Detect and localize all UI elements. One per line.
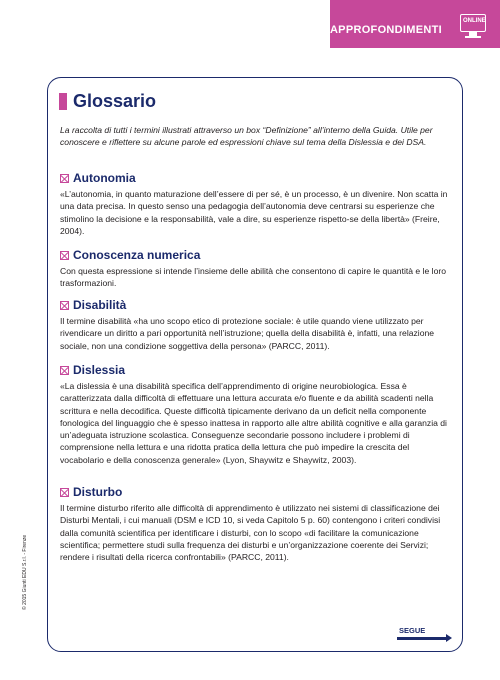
- online-badge-label: ONLINE: [463, 18, 486, 24]
- page-header: [0, 0, 500, 48]
- checkbox-icon: [60, 366, 69, 375]
- term-heading-autonomia: Autonomia: [60, 171, 136, 185]
- term-heading-conoscenza-numerica: Conoscenza numerica: [60, 248, 200, 262]
- next-page-label: SEGUE: [399, 626, 426, 635]
- term-body-disturbo: Il termine disturbo riferito alle difficoltà di apprendimento è utilizzato nei sistemi di classificazione dei Disturbi Mentali, i cui manuali (DSM e ICD 10, si veda Capitolo 5 p. 60) contengono i criteri condivisi dalla comunità scientifica per identificare i disturbi, con lo scopo «di facilitare la comunicazione scientifica; permettere studi sulla frequenza dei disturbi e un’organizzazione coerente dei Servizi; rendere i risultati della ricerca confrontabili» (PARCC, 2011).: [60, 503, 441, 563]
- checkbox-icon: [60, 174, 69, 183]
- page-title: [59, 91, 156, 112]
- term-body-autonomia: «L’autonomia, in quanto maturazione dell’essere di per sé, è un processo, è un divenire. Non scatta in una data precisa. In questo senso una pedagogia dell’autonomia deve centrarsi su esperienze che stimolino la decisione e la responsabilità, vale a dire, su esperienze rispetto-se della libertà» (Freire, 2004).: [60, 189, 448, 236]
- arrow-right-icon: [397, 637, 447, 640]
- term-heading-disturbo: Disturbo: [60, 485, 122, 499]
- page-title-text: Glossario: [73, 91, 157, 111]
- checkbox-icon: [60, 251, 69, 260]
- checkbox-icon: [60, 488, 69, 497]
- term-body-disabilita: Il termine disabilità «ha uno scopo etico di protezione sociale: è utile quando viene utilizzato per rivendicare un diritto a pari opportunità nell’istruzione; quella della disabilità è, infatti, una relazione sociale, non una condizione soggettiva della persona» (PARCC, 2011).: [60, 316, 435, 351]
- next-page-link[interactable]: [397, 626, 425, 635]
- term-heading-disabilita: Disabilità: [60, 298, 126, 312]
- term-heading-dislessia: Dislessia: [60, 363, 125, 377]
- checkbox-icon: [60, 301, 69, 310]
- copyright-note: © 2015 Giunti EDU S.r.l. - Firenze: [22, 534, 28, 610]
- header-left-panel: [0, 0, 330, 48]
- intro-paragraph: La raccolta di tutti i termini illustrati attraverso un box “Definizione” all’interno della Guida. Utile per conoscere e riflettere su alcune parole ed espressioni chiave sul tema della Dislessia e dei DSA.: [60, 125, 433, 148]
- section-label: APPROFONDIMENTI: [329, 24, 442, 36]
- term-body-conoscenza-numerica: Con questa espressione si intende l’insieme delle abilità che consentono di capire le quantità e le loro trasformazioni.: [60, 266, 447, 289]
- term-body-dislessia: «La dislessia è una disabilità specifica dell’apprendimento di origine neurobiologica. Essa è caratterizzata dalla difficoltà di effettuare una lettura accurata e/o fluente e da abilità scadenti nella scrittura e nella decodifica. Queste difficoltà tipicamente derivano da un deficit nella componente fonologica del linguaggio che è spesso inattesa in rapporto alle altre abilità cognitive e alla garanzia di un’adeguata istruzione scolastica. Conseguenze secondarie possono includere i problemi di comprensione nella lettura e una ridotta pratica della lettura che può impedire la crescita del vocabolario e della conoscenza generale» (Lyon, Shaywitz e Shaywitz, 2003).: [60, 381, 447, 465]
- title-accent-bar: [59, 93, 67, 110]
- monitor-icon[interactable]: [460, 14, 488, 40]
- header-right-panel: [330, 0, 500, 48]
